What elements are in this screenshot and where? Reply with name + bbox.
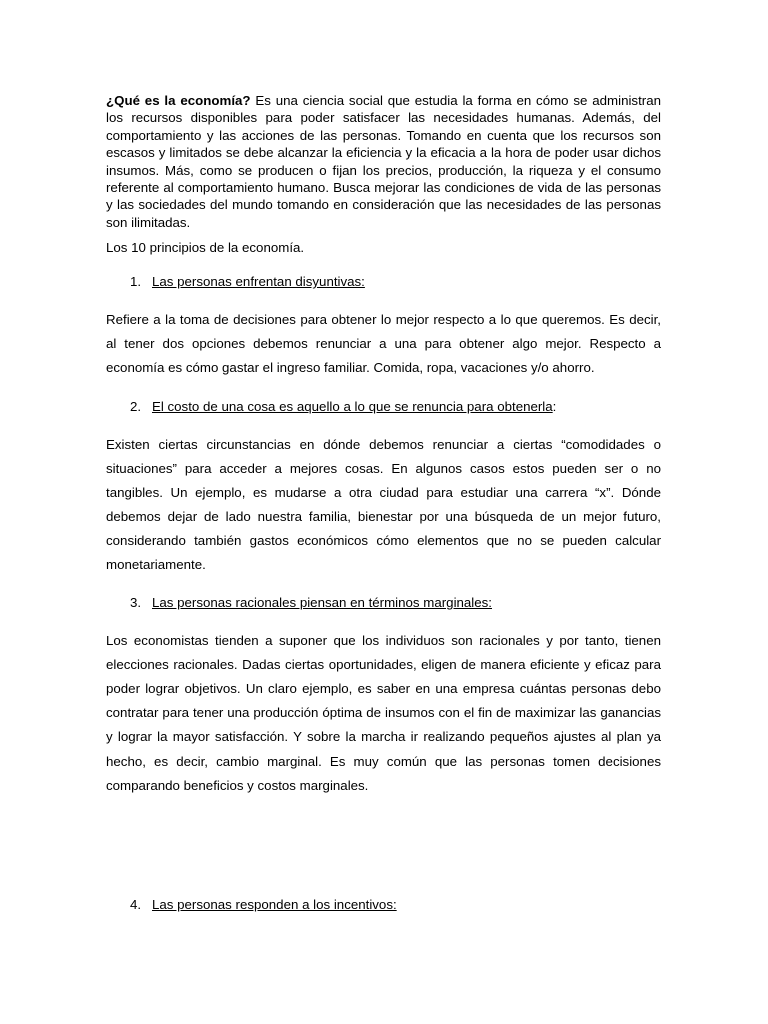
principle-title: Las personas racionales piensan en términos marginales: [152, 595, 492, 611]
principle-body-2: Existen ciertas circunstancias en dónde debemos renunciar a ciertas “comodidades o situaciones” para acceder a mejores cosas. En algunos casos estos pueden ser o no tangibles. Un ejemplo, es mudarse a otra ciudad para estudiar una carrera “x”. Dónde debemos dejar de lado nuestra familia, bienestar por una búsqueda de un mejor futuro, considerando también gastos económicos cómo elementos que no se pueden calcular monetariamente. [106, 436, 661, 572]
principle-number: 1. [130, 274, 142, 290]
principle-number: 4. [130, 896, 142, 912]
principle-heading-4 [106, 896, 661, 913]
principle-heading-1 [106, 273, 661, 290]
blank-space [106, 798, 661, 879]
principle-number: 3. [130, 595, 142, 611]
principle-heading-2 [106, 398, 661, 415]
principle-number: 2. [130, 398, 142, 414]
principles-subtitle: Los 10 principios de la economía. [106, 240, 305, 256]
principle-heading-3 [106, 594, 661, 611]
document-page [106, 92, 661, 913]
principle-title-suffix: : [552, 398, 557, 414]
principle-title: El costo de una cosa es aquello a lo que se renuncia para obtenerla [152, 398, 553, 414]
principle-body-1: Refiere a la toma de decisiones para obtener lo mejor respecto a lo que queremos. Es decir, al tener dos opciones debemos renunciar a una para obtener algo mejor. Respecto a economía es cómo gastar el ingreso familiar. Comida, ropa, vacaciones y/o ahorro. [106, 312, 661, 376]
principle-body-3: Los economistas tienden a suponer que los individuos son racionales y por tanto, tienen elecciones racionales. Dadas ciertas oportunidades, eligen de manera eficiente y eficaz para poder lograr objetivos. Un claro ejemplo, es saber en una empresa cuántas personas debo contratar para tener una producción óptima de insumos con el fin de maximizar las ganancias y lograr la mayor satisfacción. Y sobre la marcha ir realizando pequeños ajustes al plan ya hecho, es decir, cambio marginal. Es muy común que las personas tomen decisiones comparando beneficios y costos marginales. [106, 633, 661, 793]
intro-question: ¿Qué es la economía? [106, 93, 251, 108]
intro-paragraph [106, 92, 661, 231]
intro-text: Es una ciencia social que estudia la forma en cómo se administran los recursos disponibles para poder satisfacer las necesidades humanas. Además, del comportamiento y las acciones de las personas. Tomando en cuenta que los recursos son escasos y limitados se debe alcanzar la eficiencia y la eficacia a la hora de poder usar dichos insumos. Más, como se producen o fijan los precios, producción, la riqueza y el consumo referente al comportamiento humano. Busca mejorar las condiciones de vida de las personas y las sociedades del mundo tomando en consideración que las necesidades de las personas son ilimitadas. [106, 93, 661, 230]
principle-title: Las personas responden a los incentivos: [152, 896, 397, 912]
principle-title: Las personas enfrentan disyuntivas: [152, 274, 365, 290]
